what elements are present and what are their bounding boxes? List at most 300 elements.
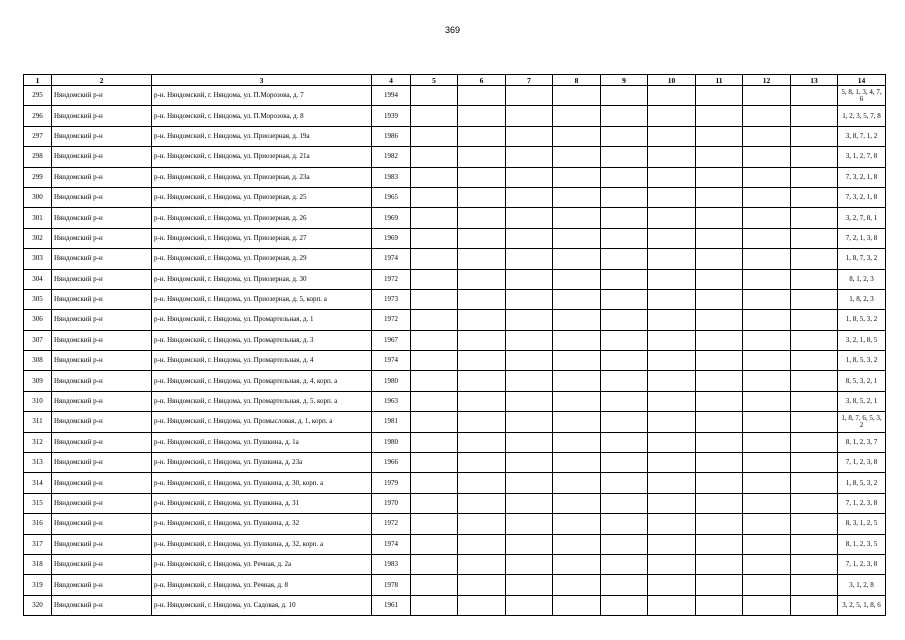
row-number-cell: 308 <box>24 351 52 371</box>
empty-cell-col-12 <box>743 167 791 187</box>
empty-cell-col-5 <box>411 249 458 269</box>
empty-cell-col-8 <box>553 330 601 350</box>
empty-cell-col-11 <box>696 351 743 371</box>
empty-cell-col-6 <box>458 167 506 187</box>
year-cell: 1969 <box>372 208 411 228</box>
row-number-cell: 314 <box>24 473 52 493</box>
empty-cell-col-12 <box>743 412 791 432</box>
empty-cell-col-6 <box>458 595 506 615</box>
empty-cell-col-13 <box>791 86 838 106</box>
year-cell: 1970 <box>372 493 411 513</box>
code-cell: 7, 3, 2, 1, 8 <box>838 167 886 187</box>
district-cell: Няндомский р-н <box>52 208 152 228</box>
district-cell: Няндомский р-н <box>52 351 152 371</box>
empty-cell-col-13 <box>791 147 838 167</box>
year-cell: 1972 <box>372 310 411 330</box>
empty-cell-col-6 <box>458 147 506 167</box>
table-row <box>24 249 886 269</box>
empty-cell-col-6 <box>458 391 506 411</box>
code-cell: 7, 3, 2, 1, 8 <box>838 187 886 207</box>
row-number-cell: 311 <box>24 412 52 432</box>
address-cell: р-н. Няндомский, г. Няндома, ул. Приозерная, д. 5, корп. а <box>152 289 372 309</box>
column-header-14: 14 <box>838 75 886 86</box>
empty-cell-col-7 <box>506 371 553 391</box>
empty-cell-col-13 <box>791 554 838 574</box>
column-header-3: 3 <box>152 75 372 86</box>
table-row <box>24 126 886 146</box>
empty-cell-col-9 <box>601 269 648 289</box>
code-cell: 1, 2, 3, 5, 7, 8 <box>838 106 886 126</box>
empty-cell-col-11 <box>696 106 743 126</box>
table-row <box>24 371 886 391</box>
empty-cell-col-10 <box>648 167 696 187</box>
empty-cell-col-9 <box>601 534 648 554</box>
empty-cell-col-13 <box>791 351 838 371</box>
empty-cell-col-11 <box>696 310 743 330</box>
row-number-cell: 310 <box>24 391 52 411</box>
registry-table <box>23 74 886 616</box>
empty-cell-col-6 <box>458 126 506 146</box>
empty-cell-col-10 <box>648 575 696 595</box>
row-number-cell: 302 <box>24 228 52 248</box>
empty-cell-col-13 <box>791 412 838 432</box>
empty-cell-col-5 <box>411 187 458 207</box>
empty-cell-col-11 <box>696 453 743 473</box>
empty-cell-col-7 <box>506 595 553 615</box>
district-cell: Няндомский р-н <box>52 310 152 330</box>
empty-cell-col-12 <box>743 289 791 309</box>
row-number-cell: 312 <box>24 432 52 452</box>
table-body <box>24 86 886 616</box>
table-row <box>24 473 886 493</box>
empty-cell-col-10 <box>648 371 696 391</box>
row-number-cell: 317 <box>24 534 52 554</box>
table-row <box>24 106 886 126</box>
empty-cell-col-5 <box>411 453 458 473</box>
empty-cell-col-8 <box>553 493 601 513</box>
empty-cell-col-9 <box>601 493 648 513</box>
address-cell: р-н. Няндомский, г. Няндома, ул. Приозерная, д. 26 <box>152 208 372 228</box>
table-row <box>24 595 886 615</box>
empty-cell-col-10 <box>648 289 696 309</box>
empty-cell-col-5 <box>411 371 458 391</box>
empty-cell-col-12 <box>743 228 791 248</box>
address-cell: р-н. Няндомский, г. Няндома, ул. Промартельная, д. 4, корп. а <box>152 371 372 391</box>
empty-cell-col-12 <box>743 269 791 289</box>
empty-cell-col-10 <box>648 126 696 146</box>
table-row <box>24 86 886 106</box>
row-number-cell: 306 <box>24 310 52 330</box>
row-number-cell: 298 <box>24 147 52 167</box>
district-cell: Няндомский р-н <box>52 330 152 350</box>
empty-cell-col-5 <box>411 228 458 248</box>
empty-cell-col-10 <box>648 554 696 574</box>
district-cell: Няндомский р-н <box>52 86 152 106</box>
empty-cell-col-7 <box>506 187 553 207</box>
year-cell: 1982 <box>372 147 411 167</box>
code-cell: 3, 8, 5, 2, 1 <box>838 391 886 411</box>
year-cell: 1983 <box>372 167 411 187</box>
empty-cell-col-7 <box>506 554 553 574</box>
empty-cell-col-6 <box>458 269 506 289</box>
empty-cell-col-8 <box>553 575 601 595</box>
address-cell: р-н. Няндомский, г. Няндома, ул. Приозерная, д. 29 <box>152 249 372 269</box>
table-row <box>24 310 886 330</box>
empty-cell-col-10 <box>648 412 696 432</box>
year-cell: 1966 <box>372 453 411 473</box>
empty-cell-col-9 <box>601 187 648 207</box>
empty-cell-col-12 <box>743 473 791 493</box>
table-row <box>24 269 886 289</box>
empty-cell-col-7 <box>506 86 553 106</box>
row-number-cell: 297 <box>24 126 52 146</box>
empty-cell-col-5 <box>411 493 458 513</box>
address-cell: р-н. Няндомский, г. Няндома, ул. Приозерная, д. 21а <box>152 147 372 167</box>
empty-cell-col-9 <box>601 554 648 574</box>
empty-cell-col-7 <box>506 167 553 187</box>
empty-cell-col-7 <box>506 228 553 248</box>
empty-cell-col-10 <box>648 106 696 126</box>
row-number-cell: 305 <box>24 289 52 309</box>
code-cell: 8, 1, 2, 3 <box>838 269 886 289</box>
empty-cell-col-10 <box>648 330 696 350</box>
empty-cell-col-8 <box>553 147 601 167</box>
empty-cell-col-5 <box>411 575 458 595</box>
empty-cell-col-9 <box>601 167 648 187</box>
row-number-cell: 299 <box>24 167 52 187</box>
address-cell: р-н. Няндомский, г. Няндома, ул. Пушкина, д. 30, корп. а <box>152 473 372 493</box>
empty-cell-col-12 <box>743 106 791 126</box>
address-cell: р-н. Няндомский, г. Няндома, ул. Приозерная, д. 23а <box>152 167 372 187</box>
district-cell: Няндомский р-н <box>52 371 152 391</box>
empty-cell-col-11 <box>696 126 743 146</box>
table-row <box>24 514 886 534</box>
district-cell: Няндомский р-н <box>52 391 152 411</box>
empty-cell-col-9 <box>601 249 648 269</box>
district-cell: Няндомский р-н <box>52 493 152 513</box>
column-header-1: 1 <box>24 75 52 86</box>
address-cell: р-н. Няндомский, г. Няндома, ул. Речная, д. 2а <box>152 554 372 574</box>
row-number-cell: 304 <box>24 269 52 289</box>
empty-cell-col-8 <box>553 534 601 554</box>
empty-cell-col-5 <box>411 514 458 534</box>
table-row <box>24 289 886 309</box>
empty-cell-col-7 <box>506 289 553 309</box>
empty-cell-col-12 <box>743 534 791 554</box>
empty-cell-col-9 <box>601 391 648 411</box>
empty-cell-col-11 <box>696 289 743 309</box>
column-header-7: 7 <box>506 75 553 86</box>
year-cell: 1963 <box>372 391 411 411</box>
empty-cell-col-5 <box>411 595 458 615</box>
empty-cell-col-5 <box>411 167 458 187</box>
empty-cell-col-8 <box>553 187 601 207</box>
empty-cell-col-7 <box>506 412 553 432</box>
empty-cell-col-12 <box>743 391 791 411</box>
empty-cell-col-8 <box>553 310 601 330</box>
table-row <box>24 187 886 207</box>
empty-cell-col-12 <box>743 208 791 228</box>
empty-cell-col-7 <box>506 514 553 534</box>
empty-cell-col-7 <box>506 147 553 167</box>
code-cell: 1, 8, 5, 3, 2 <box>838 351 886 371</box>
empty-cell-col-8 <box>553 371 601 391</box>
empty-cell-col-5 <box>411 432 458 452</box>
code-cell: 3, 2, 7, 8, 1 <box>838 208 886 228</box>
empty-cell-col-6 <box>458 106 506 126</box>
address-cell: р-н. Няндомский, г. Няндома, ул. Пушкина, д. 32 <box>152 514 372 534</box>
empty-cell-col-8 <box>553 432 601 452</box>
empty-cell-col-5 <box>411 310 458 330</box>
empty-cell-col-10 <box>648 534 696 554</box>
year-cell: 1961 <box>372 595 411 615</box>
empty-cell-col-5 <box>411 86 458 106</box>
empty-cell-col-5 <box>411 473 458 493</box>
empty-cell-col-13 <box>791 269 838 289</box>
empty-cell-col-10 <box>648 208 696 228</box>
row-number-cell: 309 <box>24 371 52 391</box>
code-cell: 1, 8, 7, 6, 5, 3, 2 <box>838 412 886 432</box>
empty-cell-col-5 <box>411 208 458 228</box>
address-cell: р-н. Няндомский, г. Няндома, ул. П.Морозова, д. 7 <box>152 86 372 106</box>
empty-cell-col-10 <box>648 147 696 167</box>
empty-cell-col-10 <box>648 310 696 330</box>
empty-cell-col-11 <box>696 595 743 615</box>
empty-cell-col-7 <box>506 453 553 473</box>
empty-cell-col-8 <box>553 473 601 493</box>
empty-cell-col-8 <box>553 86 601 106</box>
empty-cell-col-8 <box>553 249 601 269</box>
address-cell: р-н. Няндомский, г. Няндома, ул. Приозерная, д. 30 <box>152 269 372 289</box>
empty-cell-col-5 <box>411 106 458 126</box>
empty-cell-col-9 <box>601 351 648 371</box>
code-cell: 7, 1, 2, 3, 8 <box>838 554 886 574</box>
empty-cell-col-9 <box>601 147 648 167</box>
address-cell: р-н. Няндомский, г. Няндома, ул. Пушкина, д. 32, корп. а <box>152 534 372 554</box>
district-cell: Няндомский р-н <box>52 228 152 248</box>
row-number-cell: 295 <box>24 86 52 106</box>
empty-cell-col-11 <box>696 575 743 595</box>
district-cell: Няндомский р-н <box>52 126 152 146</box>
row-number-cell: 296 <box>24 106 52 126</box>
year-cell: 1983 <box>372 554 411 574</box>
table-row <box>24 554 886 574</box>
empty-cell-col-7 <box>506 249 553 269</box>
empty-cell-col-12 <box>743 595 791 615</box>
empty-cell-col-6 <box>458 187 506 207</box>
row-number-cell: 318 <box>24 554 52 574</box>
empty-cell-col-11 <box>696 412 743 432</box>
empty-cell-col-9 <box>601 575 648 595</box>
empty-cell-col-6 <box>458 371 506 391</box>
code-cell: 3, 1, 2, 8 <box>838 575 886 595</box>
empty-cell-col-6 <box>458 289 506 309</box>
empty-cell-col-9 <box>601 289 648 309</box>
code-cell: 8, 5, 3, 2, 1 <box>838 371 886 391</box>
empty-cell-col-13 <box>791 167 838 187</box>
empty-cell-col-13 <box>791 249 838 269</box>
district-cell: Няндомский р-н <box>52 412 152 432</box>
code-cell: 1, 8, 5, 3, 2 <box>838 310 886 330</box>
empty-cell-col-8 <box>553 106 601 126</box>
empty-cell-col-13 <box>791 208 838 228</box>
empty-cell-col-8 <box>553 289 601 309</box>
empty-cell-col-12 <box>743 126 791 146</box>
empty-cell-col-11 <box>696 534 743 554</box>
table-row <box>24 391 886 411</box>
table-row <box>24 147 886 167</box>
year-cell: 1972 <box>372 269 411 289</box>
empty-cell-col-11 <box>696 554 743 574</box>
code-cell: 1, 8, 7, 3, 2 <box>838 249 886 269</box>
empty-cell-col-6 <box>458 453 506 473</box>
address-cell: р-н. Няндомский, г. Няндома, ул. Приозерная, д. 27 <box>152 228 372 248</box>
empty-cell-col-13 <box>791 534 838 554</box>
empty-cell-col-8 <box>553 554 601 574</box>
empty-cell-col-10 <box>648 453 696 473</box>
empty-cell-col-10 <box>648 249 696 269</box>
district-cell: Няндомский р-н <box>52 106 152 126</box>
empty-cell-col-5 <box>411 269 458 289</box>
empty-cell-col-13 <box>791 330 838 350</box>
empty-cell-col-5 <box>411 351 458 371</box>
empty-cell-col-13 <box>791 473 838 493</box>
year-cell: 1974 <box>372 534 411 554</box>
empty-cell-col-7 <box>506 330 553 350</box>
district-cell: Няндомский р-н <box>52 289 152 309</box>
empty-cell-col-8 <box>553 269 601 289</box>
row-number-cell: 307 <box>24 330 52 350</box>
table-row <box>24 228 886 248</box>
column-header-10: 10 <box>648 75 696 86</box>
empty-cell-col-12 <box>743 330 791 350</box>
empty-cell-col-9 <box>601 208 648 228</box>
empty-cell-col-6 <box>458 534 506 554</box>
empty-cell-col-8 <box>553 208 601 228</box>
year-cell: 1980 <box>372 432 411 452</box>
address-cell: р-н. Няндомский, г. Няндома, ул. Пушкина, д. 1а <box>152 432 372 452</box>
empty-cell-col-7 <box>506 432 553 452</box>
row-number-cell: 303 <box>24 249 52 269</box>
table-row <box>24 432 886 452</box>
empty-cell-col-9 <box>601 371 648 391</box>
year-cell: 1939 <box>372 106 411 126</box>
empty-cell-col-13 <box>791 575 838 595</box>
empty-cell-col-13 <box>791 371 838 391</box>
empty-cell-col-6 <box>458 412 506 432</box>
empty-cell-col-9 <box>601 228 648 248</box>
empty-cell-col-12 <box>743 249 791 269</box>
empty-cell-col-10 <box>648 228 696 248</box>
empty-cell-col-13 <box>791 310 838 330</box>
table-row <box>24 534 886 554</box>
empty-cell-col-11 <box>696 147 743 167</box>
empty-cell-col-10 <box>648 187 696 207</box>
empty-cell-col-5 <box>411 391 458 411</box>
table-row <box>24 575 886 595</box>
row-number-cell: 320 <box>24 595 52 615</box>
code-cell: 8, 1, 2, 3, 5 <box>838 534 886 554</box>
empty-cell-col-6 <box>458 208 506 228</box>
empty-cell-col-6 <box>458 351 506 371</box>
empty-cell-col-12 <box>743 187 791 207</box>
district-cell: Няндомский р-н <box>52 432 152 452</box>
column-header-9: 9 <box>601 75 648 86</box>
district-cell: Няндомский р-н <box>52 167 152 187</box>
empty-cell-col-9 <box>601 310 648 330</box>
address-cell: р-н. Няндомский, г. Няндома, ул. Промартельная, д. 3 <box>152 330 372 350</box>
empty-cell-col-11 <box>696 208 743 228</box>
empty-cell-col-5 <box>411 534 458 554</box>
empty-cell-col-11 <box>696 514 743 534</box>
empty-cell-col-13 <box>791 106 838 126</box>
empty-cell-col-13 <box>791 595 838 615</box>
empty-cell-col-7 <box>506 208 553 228</box>
empty-cell-col-13 <box>791 228 838 248</box>
year-cell: 1978 <box>372 575 411 595</box>
empty-cell-col-6 <box>458 575 506 595</box>
empty-cell-col-8 <box>553 453 601 473</box>
year-cell: 1986 <box>372 126 411 146</box>
empty-cell-col-13 <box>791 391 838 411</box>
column-header-8: 8 <box>553 75 601 86</box>
table-row <box>24 412 886 432</box>
district-cell: Няндомский р-н <box>52 249 152 269</box>
empty-cell-col-7 <box>506 106 553 126</box>
row-number-cell: 315 <box>24 493 52 513</box>
empty-cell-col-7 <box>506 269 553 289</box>
empty-cell-col-7 <box>506 126 553 146</box>
year-cell: 1974 <box>372 249 411 269</box>
row-number-cell: 316 <box>24 514 52 534</box>
table-row <box>24 351 886 371</box>
empty-cell-col-8 <box>553 228 601 248</box>
code-cell: 5, 8, 1, 3, 4, 7, 6 <box>838 86 886 106</box>
empty-cell-col-6 <box>458 228 506 248</box>
empty-cell-col-10 <box>648 514 696 534</box>
empty-cell-col-11 <box>696 249 743 269</box>
empty-cell-col-7 <box>506 391 553 411</box>
address-cell: р-н. Няндомский, г. Няндома, ул. Приозерная, д. 25 <box>152 187 372 207</box>
year-cell: 1967 <box>372 330 411 350</box>
column-header-5: 5 <box>411 75 458 86</box>
empty-cell-col-7 <box>506 534 553 554</box>
empty-cell-col-9 <box>601 595 648 615</box>
address-cell: р-н. Няндомский, г. Няндома, ул. Промартельная, д. 4 <box>152 351 372 371</box>
empty-cell-col-7 <box>506 473 553 493</box>
year-cell: 1965 <box>372 187 411 207</box>
code-cell: 3, 2, 1, 8, 5 <box>838 330 886 350</box>
empty-cell-col-10 <box>648 432 696 452</box>
district-cell: Няндомский р-н <box>52 575 152 595</box>
row-number-cell: 313 <box>24 453 52 473</box>
empty-cell-col-8 <box>553 595 601 615</box>
page-number: 369 <box>444 25 461 35</box>
empty-cell-col-5 <box>411 289 458 309</box>
empty-cell-col-7 <box>506 310 553 330</box>
empty-cell-col-9 <box>601 432 648 452</box>
district-cell: Няндомский р-н <box>52 473 152 493</box>
empty-cell-col-13 <box>791 126 838 146</box>
district-cell: Няндомский р-н <box>52 554 152 574</box>
empty-cell-col-8 <box>553 126 601 146</box>
address-cell: р-н. Няндомский, г. Няндома, ул. Промысловая, д. 1, корп. а <box>152 412 372 432</box>
code-cell: 1, 8, 5, 3, 2 <box>838 473 886 493</box>
year-cell: 1969 <box>372 228 411 248</box>
table-row <box>24 167 886 187</box>
empty-cell-col-5 <box>411 330 458 350</box>
empty-cell-col-10 <box>648 595 696 615</box>
